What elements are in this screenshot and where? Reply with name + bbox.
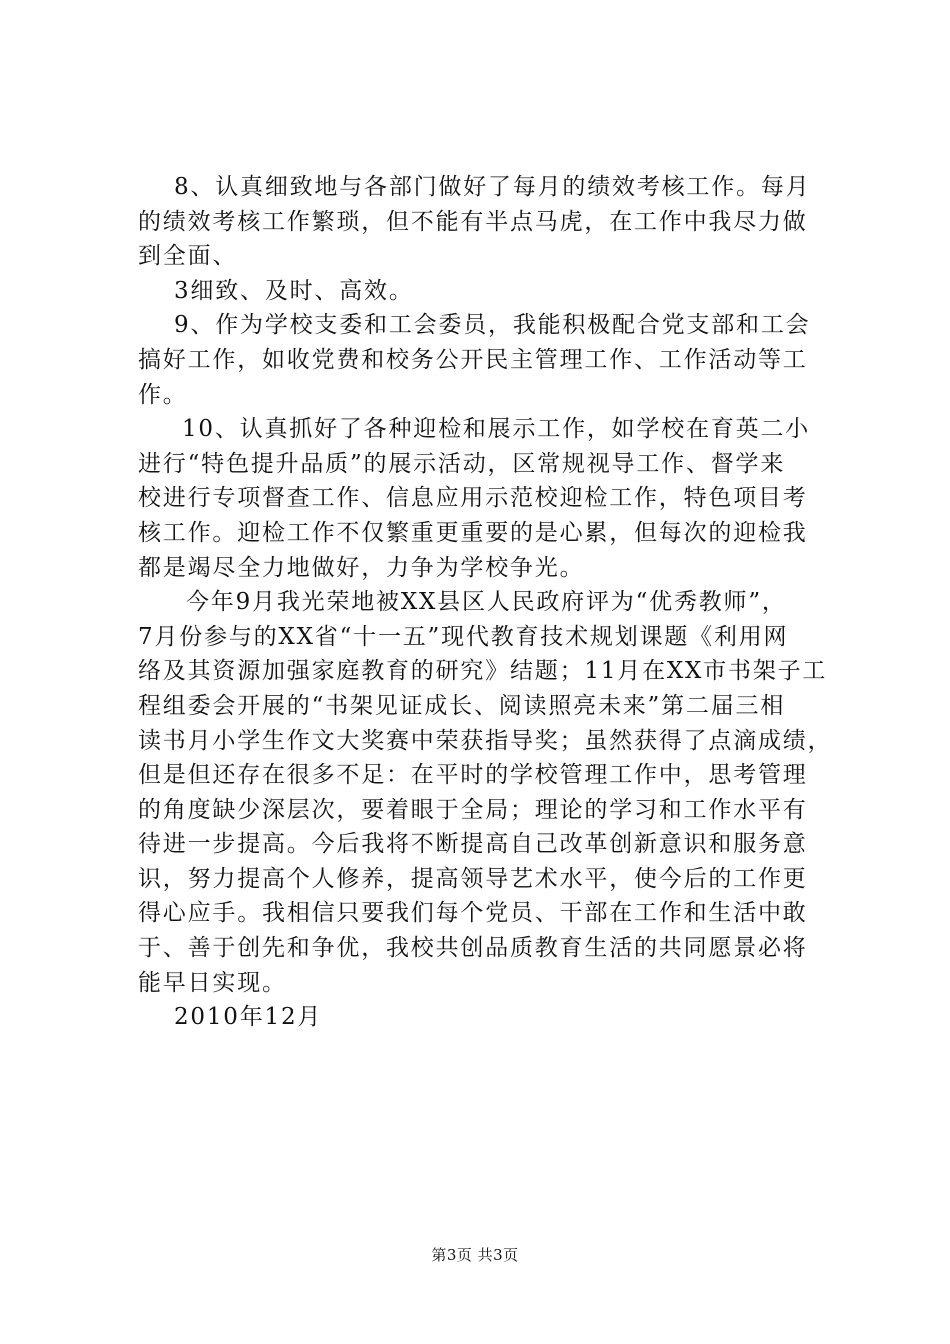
text-line: 3细致、及时、高效。	[174, 277, 414, 304]
page-footer: 第3页 共3页	[431, 1246, 519, 1264]
text-line: 络及其资源加强家庭教育的研究》结题；11月在XX市书架子工	[138, 658, 828, 685]
text-line: 作。	[138, 381, 188, 408]
text-line: 程组委会开展的“书架见证成长、阅读照亮未来”第二届三相	[138, 692, 786, 719]
text-line: 到全面、	[138, 243, 238, 270]
text-line: 9、作为学校支委和工会委员，我能积极配合党支部和工会	[174, 312, 811, 339]
text-line: 识，努力提高个人修养，提高领导艺术水平，使今后的工作更	[138, 865, 808, 892]
text-line: 校进行专项督查工作、信息应用示范校迎检工作，特色项目考	[138, 485, 808, 512]
text-line: 核工作。迎检工作不仅繁重更重要的是心累，但每次的迎检我	[138, 519, 808, 546]
text-line: 2010年12月	[174, 1004, 323, 1031]
text-line: 能早日实现。	[138, 969, 287, 996]
text-line: 都是竭尽全力地做好，力争为学校争光。	[138, 554, 585, 581]
text-line: 的角度缺少深层次，要着眼于全局；理论的学习和工作水平有	[138, 796, 808, 823]
text-line: 今年9月我光荣地被XX县区人民政府评为“优秀教师”，	[186, 589, 787, 616]
text-line: 待进一步提高。今后我将不断提高自己改革创新意识和服务意	[138, 831, 808, 858]
text-line: 但是但还存在很多不足：在平时的学校管理工作中，思考管理	[138, 762, 808, 789]
text-line: 读书月小学生作文大奖赛中荣获指导奖；虽然获得了点滴成绩，	[138, 727, 833, 754]
text-line: 的绩效考核工作繁琐，但不能有半点马虎，在工作中我尽力做	[138, 208, 808, 235]
text-line: 得心应手。我相信只要我们每个党员、干部在工作和生活中敢	[138, 900, 808, 927]
document-body	[138, 170, 838, 1035]
text-line: 进行“特色提升品质”的展示活动，区常规视导工作、督学来	[138, 450, 786, 477]
text-line: 7月份参与的XX省“十一五”现代教育技术规划课题《利用网	[138, 623, 789, 650]
text-line: 搞好工作，如收党费和校务公开民主管理工作、工作活动等工	[138, 346, 808, 373]
text-line: 于、善于创先和争优，我校共创品质教育生活的共同愿景必将	[138, 935, 808, 962]
text-line: 8、认真细致地与各部门做好了每月的绩效考核工作。每月	[174, 174, 811, 200]
text-line: 10、认真抓好了各种迎检和展示工作，如学校在育英二小	[182, 416, 811, 443]
